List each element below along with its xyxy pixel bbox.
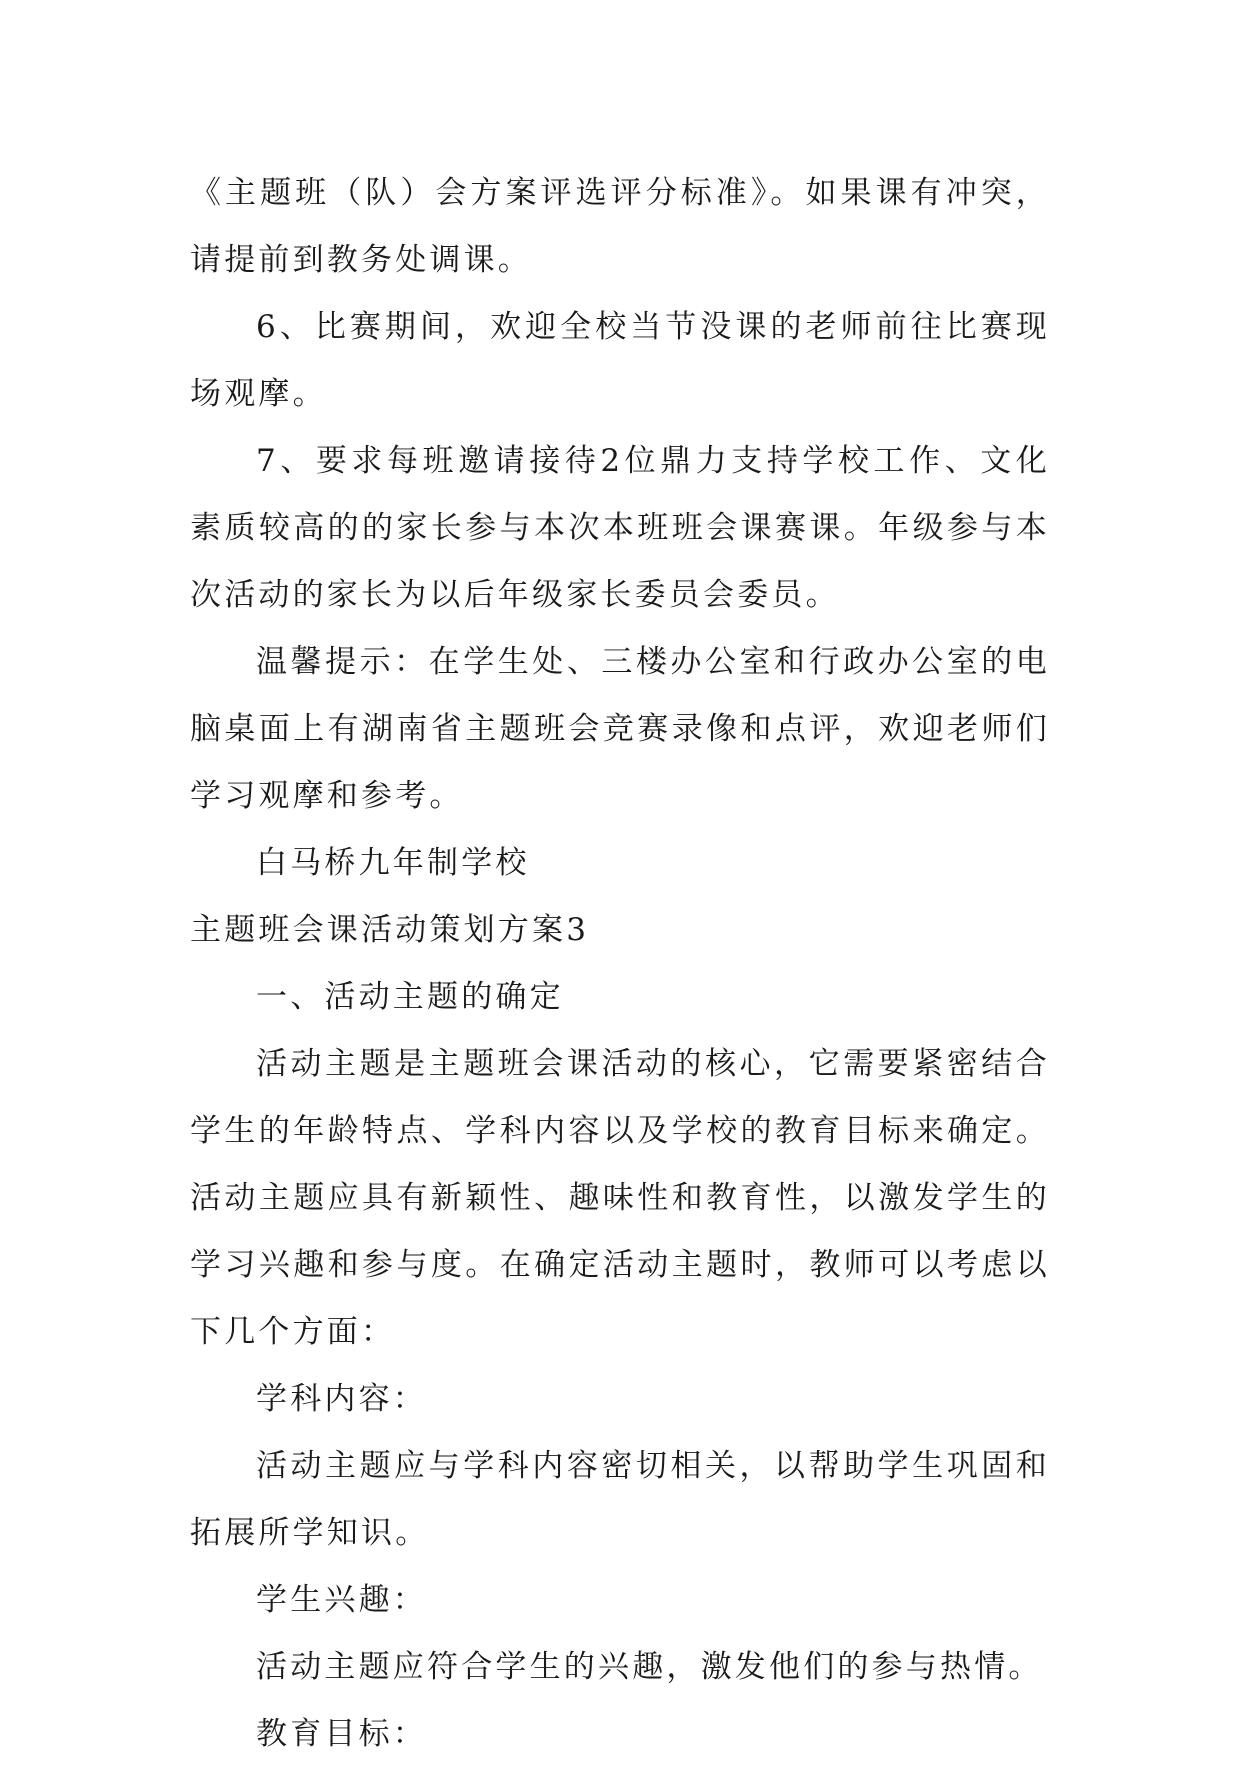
paragraph-item-7: 7、要求每班邀请接待2位鼎力支持学校工作、文化素质较高的的家长参与本次本班班会课赛课。年级参与本次活动的家长为以后年级家长委员会委员。	[190, 443, 1050, 613]
section-title: 主题班会课活动策划方案3	[190, 912, 590, 948]
signature-school-name: 白马桥九年制学校	[256, 845, 530, 881]
heading-theme-determination: 一、活动主题的确定	[256, 979, 564, 1015]
paragraph-warm-tip: 温馨提示：在学生处、三楼办公室和行政办公室的电脑桌面上有湖南省主题班会竞赛录像和点评，欢迎老师们学习观摩和参考。	[190, 644, 1050, 814]
paragraph-theme-core: 活动主题是主题班会课活动的核心，它需要紧密结合学生的年龄特点、学科内容以及学校的教育目标来确定。活动主题应具有新颖性、趣味性和教育性，以激发学生的学习兴趣和参与度。在确定活动主题时，教师可以考虑以下几个方面：	[190, 1046, 1050, 1350]
subheading-student-interest: 学生兴趣：	[256, 1582, 427, 1618]
document-body	[190, 160, 1050, 1768]
subheading-subject-content: 学科内容：	[256, 1381, 427, 1417]
paragraph-evaluation-standard: 《主题班（队）会方案评选评分标准》。如果课有冲突，请提前到教务处调课。	[190, 175, 1050, 278]
paragraph-item-6: 6、比赛期间，欢迎全校当节没课的老师前往比赛现场观摩。	[190, 309, 1050, 412]
subheading-education-goal: 教育目标：	[256, 1716, 427, 1752]
paragraph-subject-content: 活动主题应与学科内容密切相关，以帮助学生巩固和拓展所学知识。	[190, 1448, 1050, 1551]
paragraph-student-interest: 活动主题应符合学生的兴趣，激发他们的参与热情。	[256, 1649, 1043, 1685]
